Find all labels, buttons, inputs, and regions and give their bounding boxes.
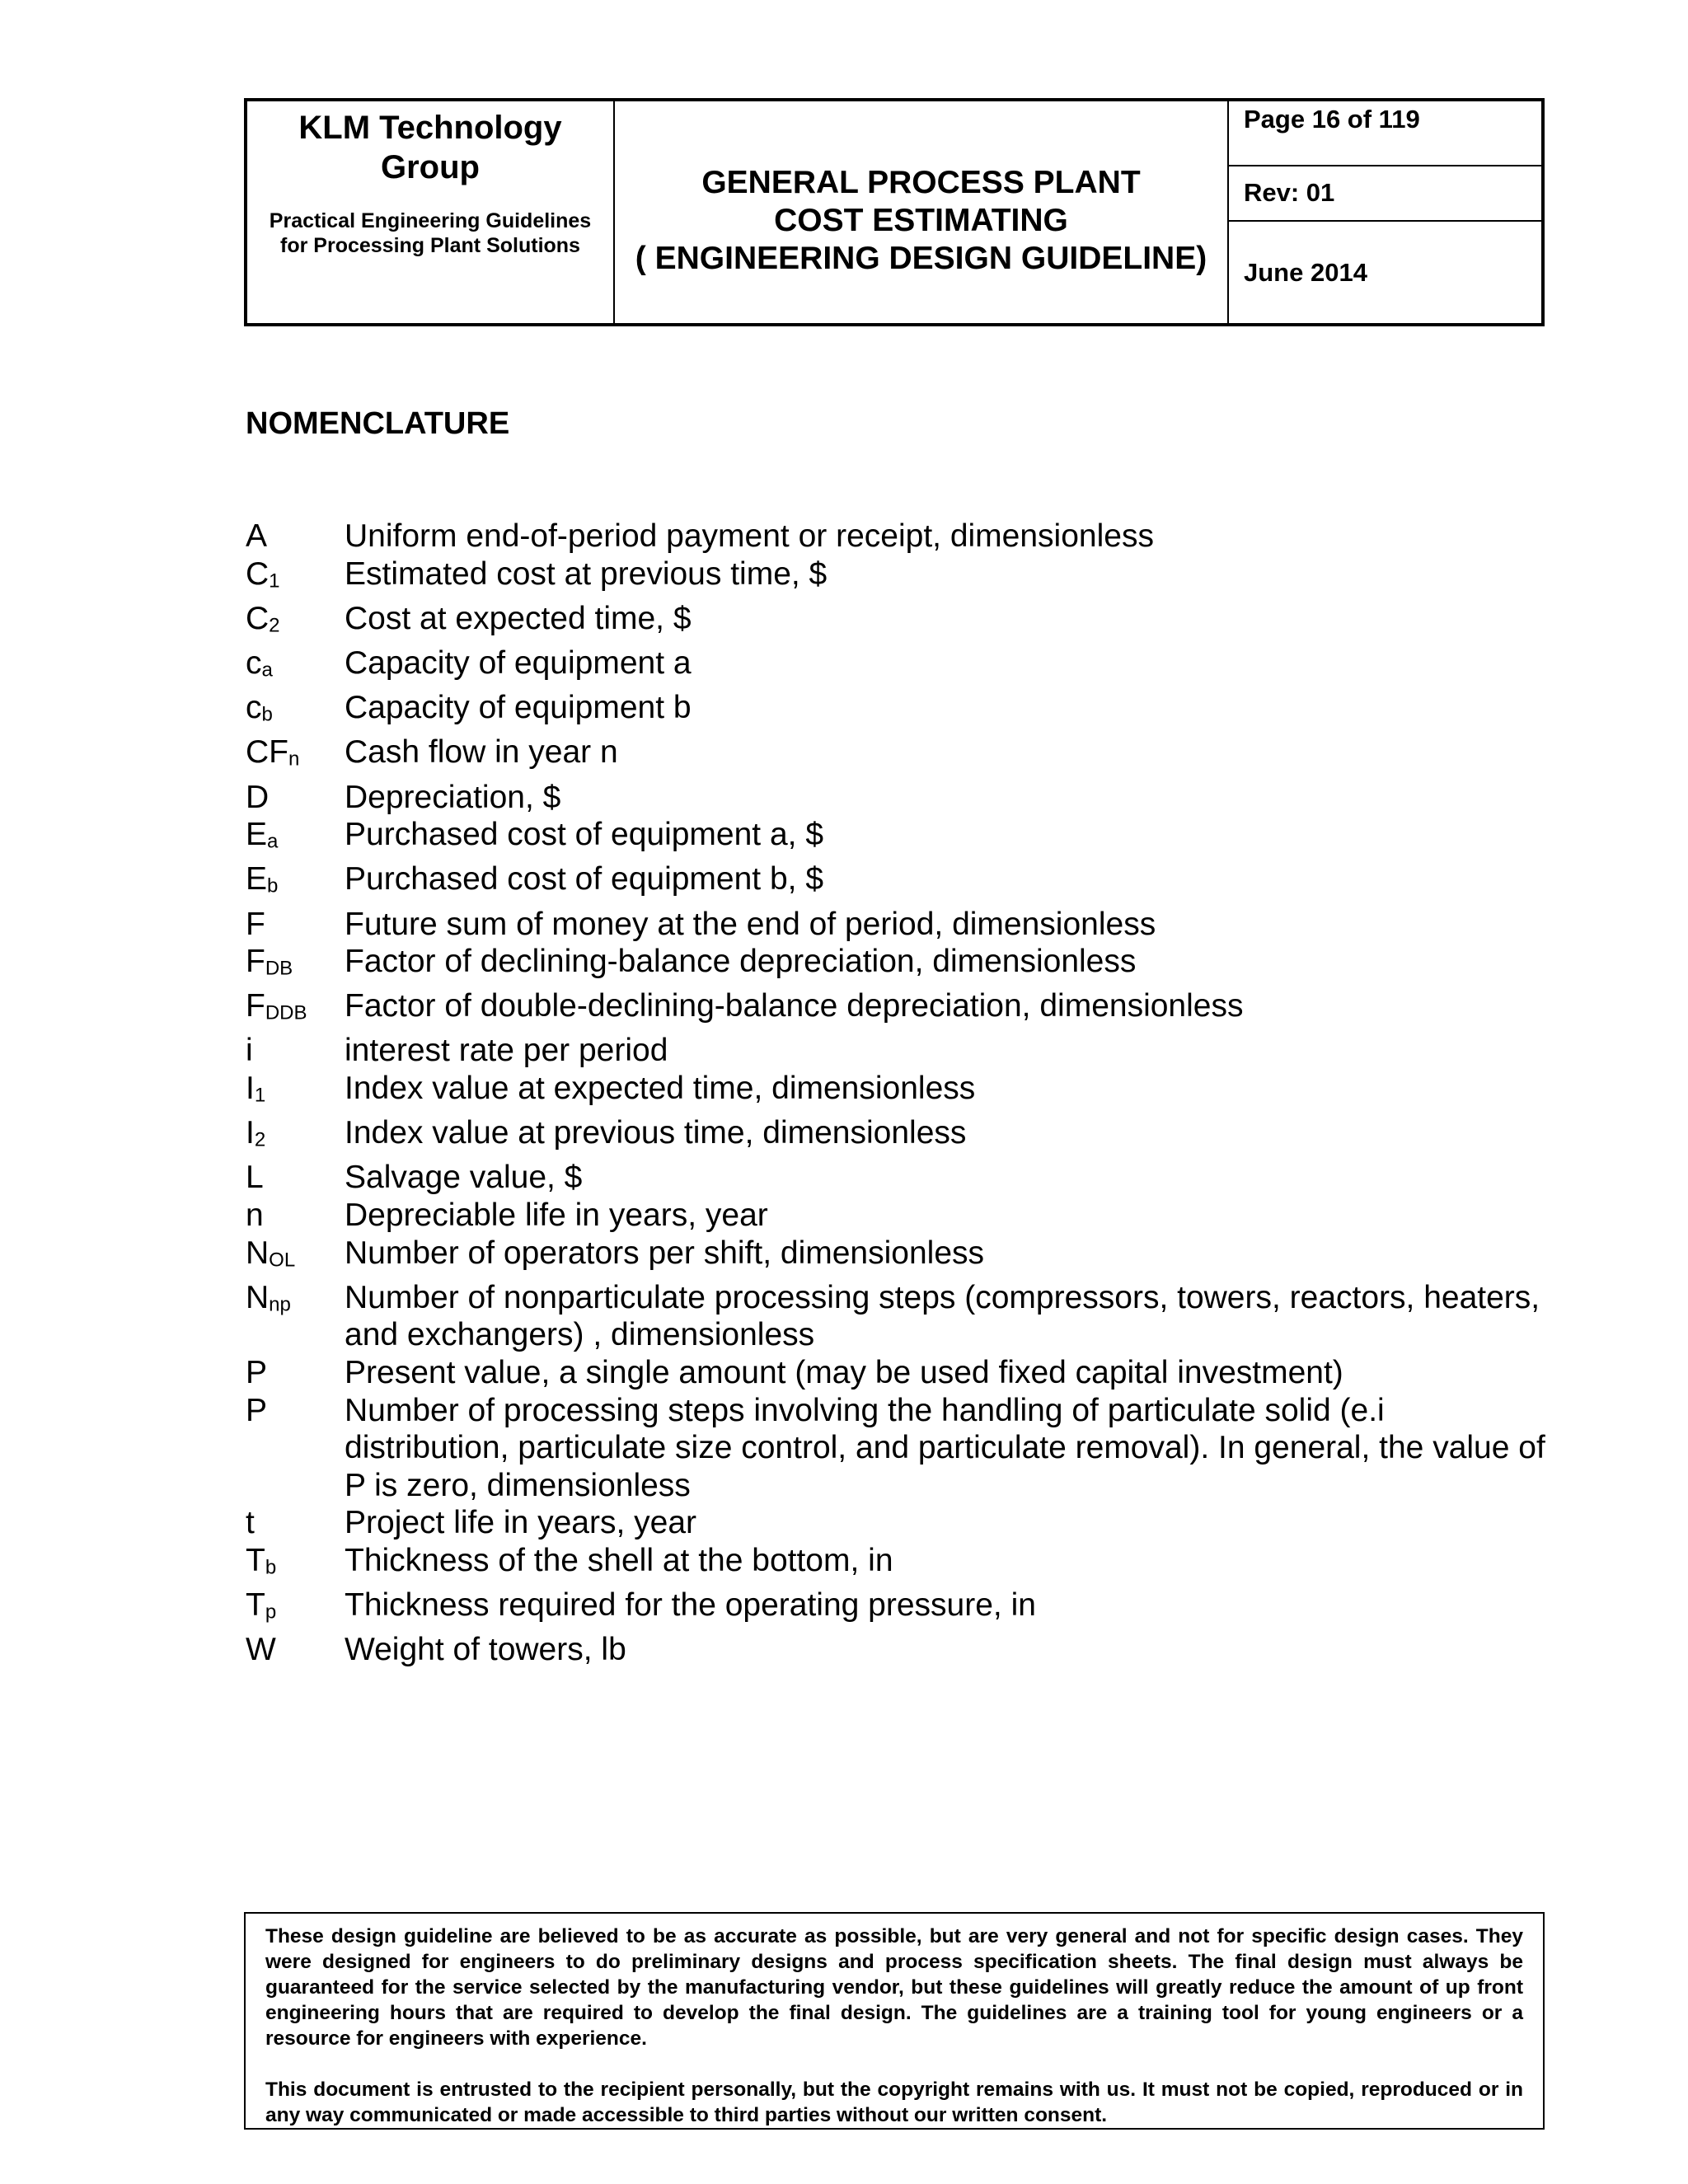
nomenclature-symbol: $I_1$ (246, 1071, 266, 1107)
organization-tagline: Practical Engineering Guidelines for Processing Plant Solutions (269, 209, 592, 257)
nomenclature-row (246, 906, 1548, 944)
nomenclature-description: Depreciable life in years, year (345, 1197, 768, 1234)
nomenclature-symbol: L (246, 1160, 264, 1196)
nomenclature-symbol: $C_2$ (246, 600, 280, 637)
nomenclature-description: Factor of declining-balance depreciation, dimensionless (345, 944, 1137, 980)
document-header (244, 98, 1545, 326)
revision: Rev: 01 (1229, 166, 1541, 222)
nomenclature-symbol: P (246, 1392, 268, 1428)
nomenclature-row (246, 518, 1548, 555)
nomenclature-row (246, 1114, 1548, 1159)
nomenclature-symbol: W (246, 1632, 276, 1668)
nomenclature-row (246, 1159, 1548, 1197)
nomenclature-row (246, 1197, 1548, 1235)
nomenclature-description: Depreciation, $ (345, 779, 561, 815)
nomenclature-description: Cost at expected time, $ (345, 600, 692, 636)
nomenclature-description: Cash flow in year n (345, 734, 618, 771)
nomenclature-description: Future sum of money at the end of period, dimensionless (345, 906, 1156, 942)
nomenclature-description: Present value, a single amount (may be used fixed capital investment) (345, 1355, 1343, 1390)
nomenclature-symbol: $F_{DDB}$ (246, 988, 307, 1024)
nomenclature-row (246, 1279, 1548, 1354)
nomenclature-row (246, 779, 1548, 817)
nomenclature-symbol: $CF_n$ (246, 734, 300, 771)
nomenclature-symbol: $E_b$ (246, 861, 279, 898)
organization-cell (247, 101, 615, 323)
nomenclature-symbol: $N_{OL}$ (246, 1235, 296, 1272)
nomenclature-description: Thickness of the shell at the bottom, in (345, 1542, 893, 1578)
nomenclature-description: Project life in years, year (345, 1505, 697, 1541)
copyright-paragraph: This document is entrusted to the recipient personally, but the copyright remains with us. It must not be copied, reproduced or in any way communicated or made accessible to third parties without our written consent. (265, 2079, 1523, 2126)
nomenclature-row (246, 1032, 1548, 1070)
nomenclature-description: Capacity of equipment b (345, 690, 692, 726)
nomenclature-symbol: $T_b$ (246, 1542, 277, 1579)
nomenclature-description: Index value at previous time, dimensionless (345, 1115, 967, 1151)
page-number: Page 16 of 119 (1229, 101, 1541, 166)
document-date: June 2014 (1244, 258, 1367, 287)
nomenclature-row (246, 1504, 1548, 1542)
nomenclature-description: interest rate per period (345, 1033, 668, 1069)
nomenclature-symbol: D (246, 779, 270, 815)
nomenclature-symbol: n (246, 1197, 264, 1234)
nomenclature-row (246, 1354, 1548, 1392)
nomenclature-description: Number of operators per shift, dimensionless (345, 1235, 985, 1271)
nomenclature-row (246, 860, 1548, 905)
nomenclature-row (246, 600, 1548, 644)
nomenclature-description: Purchased cost of equipment b, $ (345, 861, 824, 898)
nomenclature-symbol: $c_a$ (246, 644, 273, 682)
nomenclature-description: Number of processing steps involving the handling of particulate solid (e.i distribution, particulate size control, and particulate removal). In general, the value of P is zero, dimensionless (345, 1392, 1545, 1503)
nomenclature-symbol: P (246, 1355, 268, 1390)
nomenclature-description: Thickness required for the operating pressure, in (345, 1587, 1036, 1624)
nomenclature-row (246, 943, 1548, 987)
disclaimer-box (244, 1912, 1545, 2130)
nomenclature-symbol: i (246, 1033, 253, 1069)
nomenclature-description: Purchased cost of equipment a, $ (345, 817, 824, 853)
document-title-cell (615, 101, 1229, 323)
nomenclature-symbol: F (246, 906, 265, 942)
nomenclature-symbol: $c_b$ (246, 690, 273, 726)
nomenclature-row (246, 816, 1548, 860)
nomenclature-symbol: $T_p$ (246, 1587, 277, 1624)
section-title: NOMENCLATURE (246, 406, 510, 441)
nomenclature-description: Factor of double-declining-balance depreciation, dimensionless (345, 988, 1244, 1024)
document-title: GENERAL PROCESS PLANT COST ESTIMATING ( ENGINEERING DESIGN GUIDELINE) (635, 164, 1207, 276)
nomenclature-description: Uniform end-of-period payment or receipt, dimensionless (345, 518, 1154, 554)
nomenclature-symbol: A (246, 518, 268, 554)
nomenclature-description: Capacity of equipment a (345, 644, 692, 681)
nomenclature-row (246, 689, 1548, 733)
organization-name: KLM Technology Group (298, 110, 562, 185)
nomenclature-symbol: $C_1$ (246, 555, 280, 593)
nomenclature-row (246, 1392, 1548, 1505)
nomenclature-row (246, 1586, 1548, 1631)
nomenclature-description: Index value at expected time, dimensionless (345, 1071, 976, 1107)
nomenclature-list (246, 518, 1548, 1669)
nomenclature-description: Estimated cost at previous time, $ (345, 555, 828, 592)
nomenclature-row (246, 1070, 1548, 1114)
nomenclature-symbol: $F_{DB}$ (246, 944, 293, 980)
nomenclature-description: Salvage value, $ (345, 1160, 583, 1196)
nomenclature-row (246, 1235, 1548, 1279)
nomenclature-symbol: $E_a$ (246, 817, 279, 853)
nomenclature-symbol: t (246, 1505, 255, 1541)
nomenclature-row (246, 644, 1548, 689)
nomenclature-row (246, 733, 1548, 778)
nomenclature-symbol: $I_2$ (246, 1115, 266, 1151)
nomenclature-row (246, 1542, 1548, 1586)
nomenclature-symbol: $N_{np}$ (246, 1279, 291, 1316)
nomenclature-row (246, 987, 1548, 1032)
nomenclature-description: Weight of towers, lb (345, 1632, 626, 1668)
nomenclature-description: Number of nonparticulate processing steps (compressors, towers, reactors, heaters, and exchangers) , dimensionless (345, 1279, 1540, 1353)
nomenclature-row (246, 555, 1548, 600)
document-meta-cell (1229, 101, 1541, 323)
disclaimer-paragraph: These design guideline are believed to be as accurate as possible, but are very general and not for specific design cases. They were designed for engineers to do preliminary designs and process specification sheets. The final design must always be guaranteed for the service selected by the manufacturing vendor, but these guidelines will greatly reduce the amount of up front engineering hours that are required to develop the final design. The guidelines are a training tool for young engineers or a resource for engineers with experience. (265, 1925, 1523, 2050)
nomenclature-row (246, 1631, 1548, 1669)
